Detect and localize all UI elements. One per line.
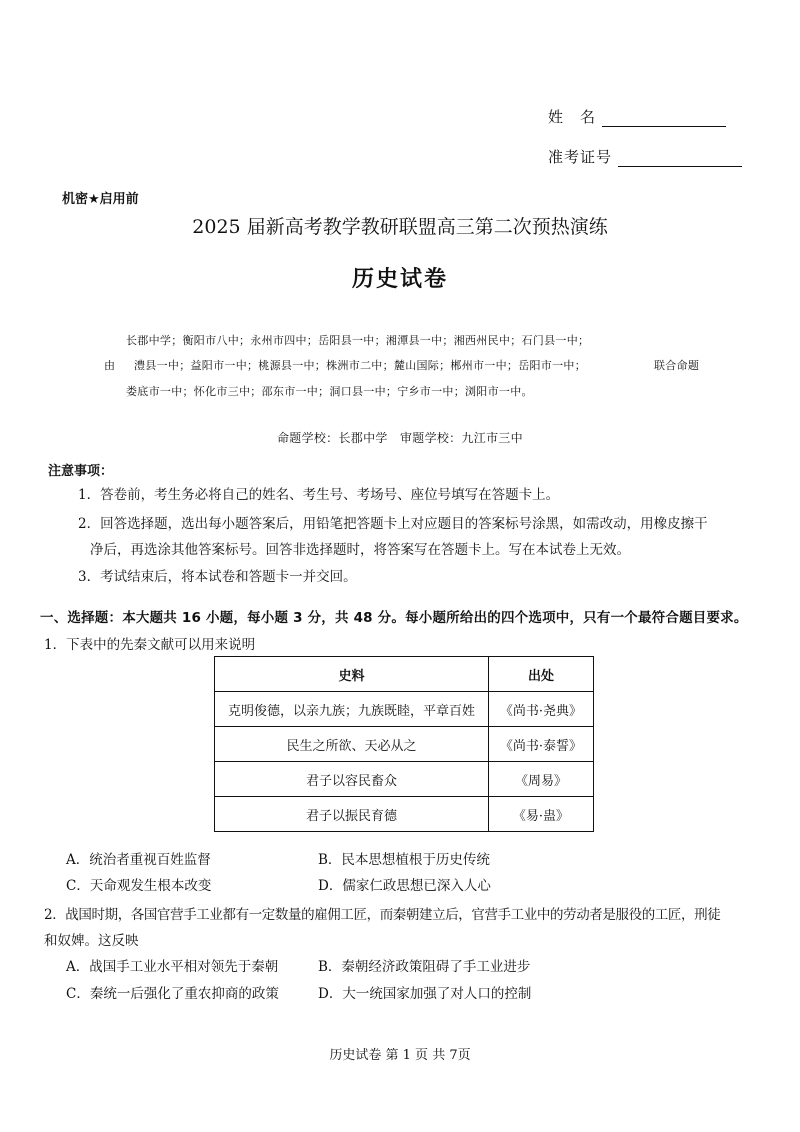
table-row (215, 762, 594, 797)
name-field[interactable] (548, 106, 726, 127)
question-1-stem: 1．下表中的先秦文献可以用来说明 (44, 637, 256, 653)
q2-option-a: A．战国手工业水平相对领先于秦朝 (66, 959, 279, 975)
source-table-header-row (215, 657, 594, 692)
confidential-mark: 机密★启用前 (62, 192, 139, 207)
exam-title: 2025 届新高考教学教研联盟高三第二次预热演练 (192, 216, 608, 238)
schools-line-2: 澧县一中；益阳市一中；桃源县一中；株洲市二中；麓山国际；郴州市一中；岳阳市一中； (134, 359, 586, 372)
schools-line-1: 长郡中学；衡阳市八中；永州市四中；岳阳县一中；湘潭县一中；湘西州民中；石门县一中； (126, 334, 590, 347)
schools-line-3: 娄底市一中；怀化市三中；邵东市一中；洞口县一中；宁乡市一中；浏阳市一中。 (126, 385, 533, 398)
note-item-3: 3．考试结束后，将本试卷和答题卡一并交回。 (78, 569, 357, 585)
q2-option-c: C．秦统一后强化了重农抑商的政策 (66, 986, 279, 1002)
table-cell-origin: 《周易》 (489, 762, 594, 797)
setter-schools: 命题学校：长郡中学 审题学校：九江市三中 (276, 431, 523, 445)
joint-setting-label: 联合命题 (654, 359, 700, 372)
source-table-header-origin: 出处 (489, 657, 594, 692)
table-cell-source: 克明俊德，以亲九族；九族既睦，平章百姓 (215, 692, 489, 727)
table-row (215, 727, 594, 762)
source-table (214, 656, 594, 832)
note-item-2a: 2．回答选择题，选出每小题答案后，用铅笔把答题卡上对应题目的答案标号涂黑，如需改动，用橡皮擦干 (78, 516, 708, 532)
section-1-heading: 一、选择题：本大题共 16 小题，每小题 3 分，共 48 分。每小题所给出的四个选项中，只有一个最符合题目要求。 (40, 610, 748, 626)
table-cell-origin: 《尚书·尧典》 (489, 692, 594, 727)
schools-by-label: 由 (104, 359, 116, 372)
q1-option-b: B．民本思想植根于历史传统 (318, 852, 490, 868)
q2-option-d: D．大一统国家加强了对人口的控制 (318, 986, 532, 1002)
note-item-2b: 净后，再选涂其他答案标号。回答非选择题时，将答案写在答题卡上。写在本试卷上无效。 (90, 542, 630, 558)
table-row (215, 692, 594, 727)
table-cell-source: 民生之所欲、天必从之 (215, 727, 489, 762)
exam-id-label: 准考证号 (548, 148, 613, 166)
table-cell-origin: 《易·蛊》 (489, 797, 594, 832)
q1-option-c: C．天命观发生根本改变 (66, 878, 212, 894)
question-2-stem-line-2: 和奴婢。这反映 (44, 933, 139, 949)
table-cell-source: 君子以振民育德 (215, 797, 489, 832)
question-2-stem-line-1: 2．战国时期，各国官营手工业都有一定数量的雇佣工匠，而秦朝建立后，官营手工业中的劳动者是服役的工匠，刑徒 (44, 907, 721, 923)
q1-option-a: A．统治者重视百姓监督 (66, 852, 211, 868)
notes-heading: 注意事项： (48, 464, 114, 479)
exam-id-blank-line[interactable] (618, 148, 742, 167)
q2-option-b: B．秦朝经济政策阻碍了手工业进步 (318, 959, 531, 975)
q1-option-d: D．儒家仁政思想已深入人心 (318, 878, 491, 894)
page-footer: 历史试卷 第 1 页 共 7页 (329, 1048, 471, 1063)
source-table-header-source: 史料 (215, 657, 489, 692)
table-cell-origin: 《尚书·泰誓》 (489, 727, 594, 762)
table-row (215, 797, 594, 832)
table-cell-source: 君子以容民畜众 (215, 762, 489, 797)
name-label: 姓 名 (548, 108, 597, 126)
subject-title: 历史试卷 (351, 267, 448, 292)
name-blank-line[interactable] (602, 108, 726, 127)
note-item-1: 1．答卷前，考生务必将自己的姓名、考生号、考场号、座位号填写在答题卡上。 (78, 487, 560, 503)
exam-id-field[interactable] (548, 146, 742, 167)
